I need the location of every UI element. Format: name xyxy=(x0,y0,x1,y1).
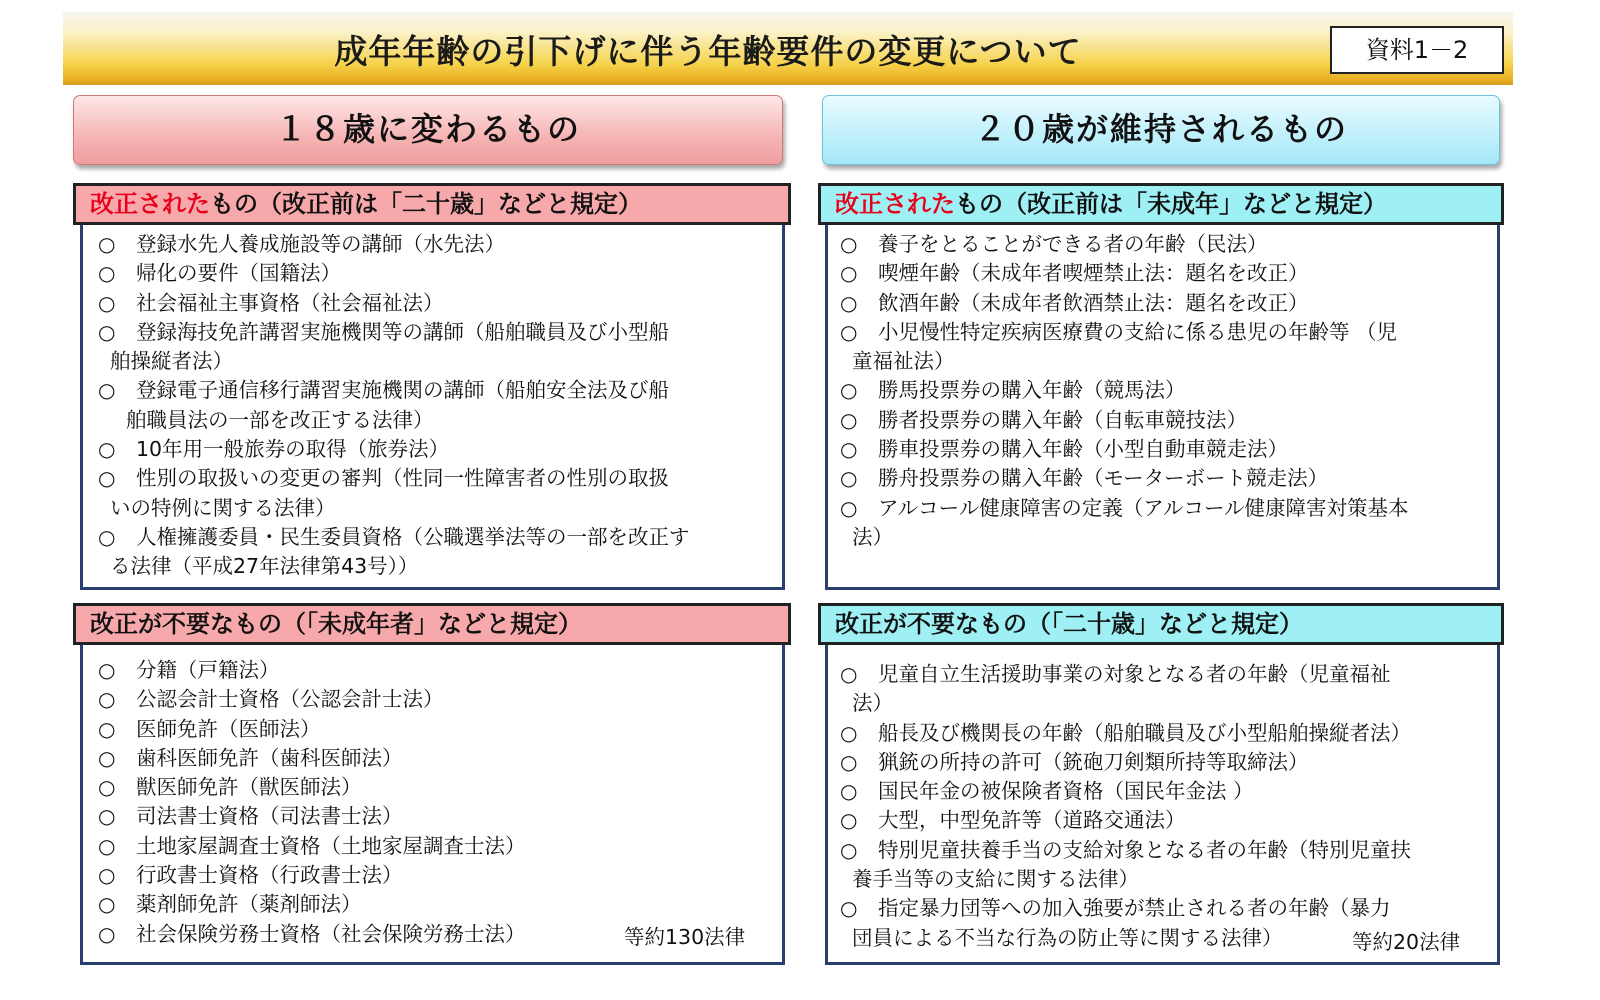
list-item-text: 分籍（戸籍法） xyxy=(136,658,280,682)
circle-bullet: ○ xyxy=(98,716,116,741)
list-item xyxy=(838,806,1411,835)
list-item xyxy=(838,777,1411,806)
list-item xyxy=(96,376,690,435)
list-item xyxy=(838,406,1409,435)
list-item-text-cont: 舶職員法の一部を改正する法律） xyxy=(126,407,434,432)
list-item xyxy=(96,523,690,582)
list-item xyxy=(96,802,526,831)
page-title: 成年年齢の引下げに伴う年齢要件の変更について xyxy=(334,32,1082,71)
list-item xyxy=(838,230,1409,259)
list-item xyxy=(96,318,690,377)
circle-bullet: ○ xyxy=(98,833,116,858)
list-item-text: アルコール健康障害の定義（アルコール健康障害対策基本 xyxy=(878,495,1409,520)
circle-bullet: ○ xyxy=(98,921,116,946)
list-item xyxy=(838,464,1409,493)
circle-bullet: ○ xyxy=(840,749,858,774)
circle-bullet: ○ xyxy=(98,437,116,462)
left-unrevised-list xyxy=(96,656,526,949)
circle-bullet: ○ xyxy=(98,775,116,800)
left-revised-list xyxy=(96,230,690,582)
list-item xyxy=(838,660,1411,719)
list-item-text: 登録水先人養成施設等の講師（水先法） xyxy=(136,232,505,256)
list-item-text: 養子をとることができる者の年齢（民法） xyxy=(878,232,1268,256)
list-item-text: 歯科医師免許（歯科医師法） xyxy=(136,745,403,770)
list-item xyxy=(96,890,526,919)
right-revised-label xyxy=(818,183,1504,225)
list-item-text: 猟銃の所持の許可（銃砲刀剣類所持等取締法） xyxy=(878,749,1309,774)
list-item-text: 性別の取扱いの変更の審判（性同一性障害者の性別の取扱 xyxy=(136,466,669,491)
list-item xyxy=(838,719,1411,748)
right-revised-label-red: 改正された xyxy=(835,190,955,218)
list-item-text: 人権擁護委員・民生委員資格（公職選挙法等の一部を改正す xyxy=(136,524,690,549)
list-item-text: 特別児童扶養手当の支給対象となる者の年齢（特別児童扶 xyxy=(878,837,1411,862)
left-unrevised-label: 改正が不要なもの（「未成年者」などと規定） xyxy=(73,603,791,645)
circle-bullet: ○ xyxy=(840,837,858,862)
circle-bullet: ○ xyxy=(840,407,858,432)
list-item xyxy=(96,920,526,949)
list-item-text: 公認会計士資格（公認会計士法） xyxy=(136,687,444,712)
list-item-text-cont: 団員による不当な行為の防止等に関する法律） xyxy=(852,925,1283,950)
list-item-text: 登録海技免許講習実施機関等の講師（船舶職員及び小型船 xyxy=(136,319,669,344)
right-revised-label-rest: もの（改正前は「未成年」などと規定） xyxy=(955,190,1387,218)
document-number-badge: 資料1－2 xyxy=(1330,26,1504,74)
list-item-text: 社会保険労務士資格（社会保険労務士法） xyxy=(136,921,526,946)
list-item xyxy=(838,836,1411,895)
circle-bullet: ○ xyxy=(840,808,858,833)
list-item-text: 国民年金の被保険者資格（国民年金法 ） xyxy=(878,779,1254,804)
right-revised-list xyxy=(838,230,1409,552)
list-item-text-cont: 法） xyxy=(852,524,893,549)
list-item-text: 獣医師免許（獣医師法） xyxy=(136,775,362,800)
list-item-text-cont: 舶操縦者法） xyxy=(110,349,233,374)
circle-bullet: ○ xyxy=(98,290,116,315)
circle-bullet: ○ xyxy=(98,261,116,286)
circle-bullet: ○ xyxy=(98,466,116,491)
circle-bullet: ○ xyxy=(98,378,116,403)
list-item xyxy=(96,685,526,714)
list-item-text: 薬剤師免許（薬剤師法） xyxy=(136,892,362,917)
list-item xyxy=(96,656,526,685)
circle-bullet: ○ xyxy=(98,745,116,770)
list-item xyxy=(96,230,690,259)
list-item-text-cont: 童福祉法） xyxy=(852,349,955,374)
list-item-text-cont: 法） xyxy=(852,691,893,716)
left-law-count: 等約130法律 xyxy=(624,925,746,949)
list-item xyxy=(96,259,690,288)
circle-bullet: ○ xyxy=(840,779,858,804)
list-item-text: 喫煙年齢（未成年者喫煙禁止法：題名を改正） xyxy=(878,261,1309,286)
title-bar xyxy=(63,12,1513,85)
list-item xyxy=(838,894,1411,953)
list-item-text-cont: る法律（平成27年法律第43号）） xyxy=(110,554,419,579)
circle-bullet: ○ xyxy=(98,319,116,344)
list-item-text: 登録電子通信移行講習実施機関の講師（船舶安全法及び船 xyxy=(136,378,669,403)
circle-bullet: ○ xyxy=(840,319,858,344)
right-unrevised-label: 改正が不要なもの（「二十歳」などと規定） xyxy=(818,603,1504,645)
list-item-text: 行政書士資格（行政書士法） xyxy=(136,863,403,888)
list-item xyxy=(838,289,1409,318)
right-unrevised-list xyxy=(838,660,1411,953)
list-item xyxy=(96,861,526,890)
list-item-text: 大型，中型免許等（道路交通法） xyxy=(878,808,1186,833)
list-item xyxy=(838,259,1409,288)
right-column-header: ２０歳が維持されるもの xyxy=(822,95,1500,165)
list-item xyxy=(838,318,1409,377)
list-item-text: 小児慢性特定疾病医療費の支給に係る患児の年齢等 （児 xyxy=(878,319,1398,344)
list-item xyxy=(96,773,526,802)
circle-bullet: ○ xyxy=(840,437,858,462)
circle-bullet: ○ xyxy=(98,232,116,256)
circle-bullet: ○ xyxy=(840,662,858,686)
list-item xyxy=(96,464,690,523)
list-item-text: 10年用一般旅券の取得（旅券法） xyxy=(136,437,450,462)
list-item-text: 社会福祉主事資格（社会福祉法） xyxy=(136,290,444,315)
right-law-count: 等約20法律 xyxy=(1352,930,1461,954)
circle-bullet: ○ xyxy=(840,232,858,256)
list-item-text: 勝舟投票券の購入年齢（モーターボート競走法） xyxy=(878,466,1329,491)
circle-bullet: ○ xyxy=(98,524,116,549)
list-item xyxy=(96,744,526,773)
circle-bullet: ○ xyxy=(98,658,116,682)
circle-bullet: ○ xyxy=(840,495,858,520)
list-item-text-cont: 養手当等の支給に関する法律） xyxy=(852,867,1139,892)
list-item-text: 土地家屋調査士資格（土地家屋調査士法） xyxy=(136,833,526,858)
list-item-text: 飲酒年齢（未成年者飲酒禁止法：題名を改正） xyxy=(878,290,1309,315)
list-item-text: 勝車投票券の購入年齢（小型自動車競走法） xyxy=(878,437,1288,462)
list-item-text: 勝者投票券の購入年齢（自転車競技法） xyxy=(878,407,1247,432)
circle-bullet: ○ xyxy=(98,863,116,888)
list-item-text: 船長及び機関長の年齢（船舶職員及び小型船舶操縦者法） xyxy=(878,720,1411,745)
list-item-text: 勝馬投票券の購入年齢（競馬法） xyxy=(878,378,1186,403)
list-item xyxy=(96,715,526,744)
list-item xyxy=(96,289,690,318)
list-item-text-cont: いの特例に関する法律） xyxy=(110,495,336,520)
circle-bullet: ○ xyxy=(98,687,116,712)
circle-bullet: ○ xyxy=(840,290,858,315)
list-item xyxy=(96,832,526,861)
list-item-text: 帰化の要件（国籍法） xyxy=(136,261,341,286)
list-item xyxy=(838,494,1409,553)
left-column-header: １８歳に変わるもの xyxy=(73,95,783,165)
list-item xyxy=(96,435,690,464)
left-revised-label-rest: もの（改正前は「二十歳」などと規定） xyxy=(210,190,642,218)
left-revised-label-red: 改正された xyxy=(90,190,210,218)
list-item-text: 児童自立生活援助事業の対象となる者の年齢（児童福祉 xyxy=(878,662,1391,686)
circle-bullet: ○ xyxy=(840,378,858,403)
list-item-text: 司法書士資格（司法書士法） xyxy=(136,804,403,829)
circle-bullet: ○ xyxy=(98,892,116,917)
circle-bullet: ○ xyxy=(840,466,858,491)
left-revised-label xyxy=(73,183,791,225)
list-item xyxy=(838,435,1409,464)
list-item xyxy=(838,748,1411,777)
list-item-text: 医師免許（医師法） xyxy=(136,716,321,741)
circle-bullet: ○ xyxy=(840,896,858,921)
circle-bullet: ○ xyxy=(840,261,858,286)
circle-bullet: ○ xyxy=(840,720,858,745)
list-item xyxy=(838,376,1409,405)
list-item-text: 指定暴力団等への加入強要が禁止される者の年齢（暴力 xyxy=(878,896,1391,921)
circle-bullet: ○ xyxy=(98,804,116,829)
